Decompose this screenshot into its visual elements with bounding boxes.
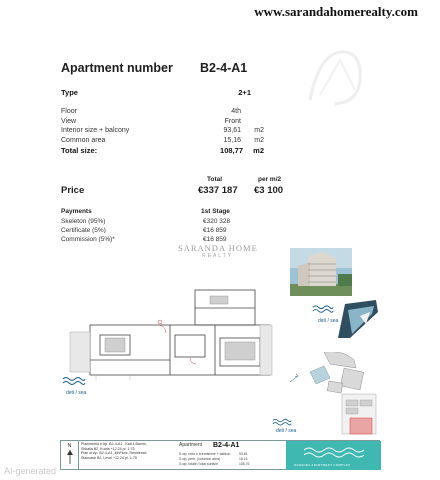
payment-row-value: €16 859 [203,236,227,243]
waves-icon [312,304,334,316]
payment-row-value: €16 859 [203,227,227,234]
area-value: 108.76 [239,462,250,466]
plan-description [81,442,149,460]
area-value: 93.61 [239,452,248,456]
detail-label: Interior size + balcony [61,127,130,134]
website-url[interactable]: www.sarandahomerealty.com [254,4,418,19]
payments-title: Payments [61,208,92,215]
area-label: S.sip. neto e brendshme + ballkon [179,452,231,456]
detail-value: 15,16 [223,137,241,144]
sea-label-right: deti / sea [318,318,339,324]
apartment-number: B2-4-A1 [200,61,248,75]
detail-label: Floor [61,108,77,115]
desc-line: Shkalla B2, Kuota +12.24 pl. 1:75 [81,446,135,451]
brand-watermark-sub: REALTY [202,253,234,259]
detail-value: 2+1 [238,88,251,97]
area-value: 15.16 [239,457,248,461]
detail-unit: m2 [254,137,264,144]
detail-label: Type [61,88,78,97]
detail-value: 4th [231,108,241,115]
detail-row-view [61,118,261,125]
price-header-total: Total [207,176,223,183]
location-plan-image [284,352,380,440]
payments-stage-header: 1st Stage [201,208,230,215]
detail-value: 108,77 [220,146,243,155]
area-line [179,457,248,461]
sea-label-left: deti / sea [66,390,87,396]
detail-unit: m2 [254,127,264,134]
north-indicator [61,441,79,470]
sea-label-bottom: deti / sea [276,428,297,434]
payment-row-label: Certificate (5%) [61,227,106,234]
detail-value: 93,61 [223,127,241,134]
payment-row-value: €320 328 [203,218,231,225]
ai-generated-mark: AI-generated [4,466,57,476]
desc-line: Planimetria e Ap. B2-4-A1 , Kati 4.Banim, [81,442,147,446]
building-render-image [290,248,352,296]
price-total: €337 187 [198,185,238,196]
faint-watermark-logo [300,40,370,110]
waves-icon [62,376,86,388]
north-label: N [67,443,72,449]
detail-value: Front [224,118,241,125]
area-label: S.sip. totale / total surface [179,462,219,466]
area-label: S.sip. perb. (common area) [179,457,221,461]
brand-watermark: SARANDA HOME [178,243,258,253]
titleblock-apartment-label: Apartment [179,442,203,448]
payment-row-label: Commission (5%)* [61,236,115,243]
price-per-m2: €3 100 [254,185,284,196]
detail-label: View [61,118,77,125]
teal-panel-text: SARANDA APARTMENT COMPLEX [294,463,351,467]
payment-row-label: Skeleton (95%) [61,218,106,225]
north-arrow-icon [66,450,74,464]
detail-row-common [61,137,264,144]
detail-row-floor [61,108,261,115]
teal-brand-panel [286,441,381,470]
detail-row-total [61,146,264,155]
waves-icon [272,418,292,428]
titleblock-apartment-number: B2-4-A1 [213,442,240,449]
price-label: Price [61,185,85,196]
detail-row-type [61,88,261,97]
detail-label: Total size: [61,146,98,155]
area-line [179,452,248,456]
desc-line: Staircase B2, Level +12.24 pl. 1:75 [81,455,137,460]
waves-icon [304,446,364,458]
area-line [179,462,250,466]
detail-row-interior [61,127,264,134]
floor-plan-drawing [60,280,280,385]
detail-unit: m2 [253,146,264,155]
apartment-title: Apartment number [61,61,173,75]
desc-line: Plan of Ap. B2-4-A1, 4thFloor, Residence, [81,451,148,456]
price-header-per-m2: per m/2 [258,176,282,183]
detail-label: Common area [61,137,106,144]
drawing-title-block [60,440,380,470]
